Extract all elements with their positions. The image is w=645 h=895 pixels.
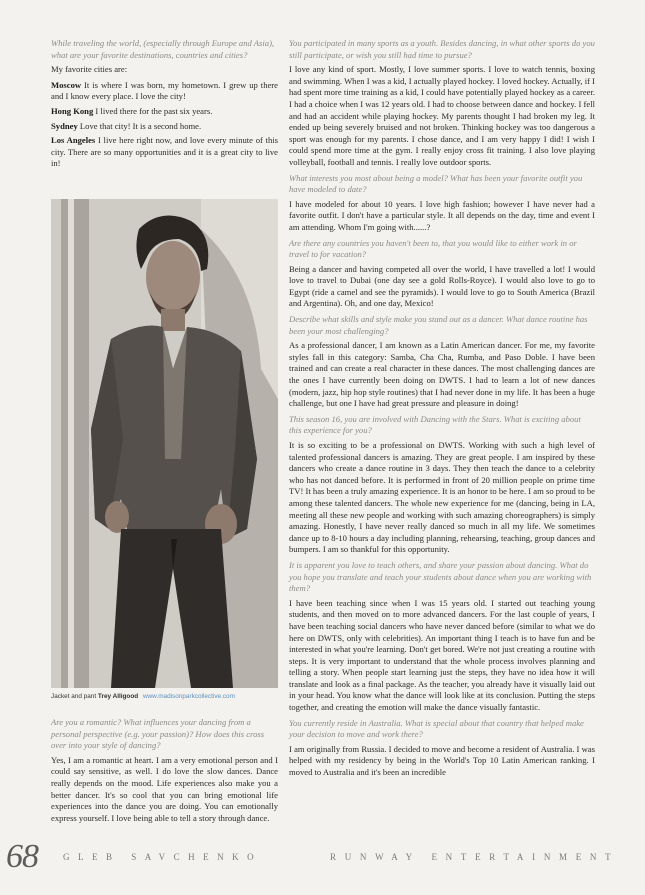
question: You participated in many sports as a youth. Besides dancing, in what other sports do you still participate, or wish you still had time to pursue? [289, 38, 595, 60]
question: What interests you most about being a model? What has been your favorite outfit you have modeled to date? [289, 172, 583, 195]
portrait-photo [51, 199, 278, 688]
footer-subject-name: GLEB SAVCHENKO [63, 852, 263, 862]
page-footer [0, 838, 645, 875]
answer-intro: My favorite cities are: [51, 64, 128, 75]
question: You currently reside in Australia. What is special about that country that helped make your decision to move and work there? [289, 717, 584, 740]
answer: As a professional dancer, I am known as a Latin American dancer. For me, my favorite styles fall in this category: Samba, Cha Cha, Rumba, and Paso Doble. I have been trained and can create a real character in these dances. The most challenging dances are the ones I have currently been doing on DWTS. I had to learn a lot of new dances (modern, jazz, hip hop style routines) that I had never done in my life. It has been a huge challenge, but one I have had great pressure and pleasure in doing! [289, 340, 595, 409]
city-entry: Moscow It is where I was born, my hometown. I grew up there and I know every place. I love the city! [51, 79, 278, 102]
answer: It is so exciting to be a professional on DWTS. Working with such a high level of talented professional dancers is amazing. They are great people. I am inspired by these dancers who create a dance routine in 3 days. They then teach the dance to a celebrity who has not danced before. It is performed in front of 20 million people on prime time TV! It has been a truly amazing experience. It is an honor to be here. I am so proud to be among these talented dancers. The whole new experience for me (dancing, being in LA, meeting all these new people and working with such amazing choreographers) is simply amazing. Honestly, I have never really danced so much in all my life. We sometimes dance up to 8-10 hours a day including planning, rehearsing, teaching, group dances and bumpers. I am so thankful for this opportunity. [289, 440, 595, 555]
page-number: 68 [6, 838, 38, 875]
question: Are there any countries you haven't been to, that you would like to either work in or travel to for vacation? [289, 237, 577, 260]
question: It is apparent you love to teach others, and share your passion about dancing. What do you hope you translate and teach your students about dance when you are working with them? [289, 559, 592, 594]
photo-caption [51, 693, 278, 700]
answer: I am originally from Russia. I decided to move and become a resident of Australia. I was helped with my residency by being in the World's Top 10 Latin American ranking. I moved to Australia and it's been an incredible [289, 743, 595, 778]
city-entry: Los Angeles I live here right now, and love every minute of this city. There are so many opportunities and it is a great city to live in! [51, 135, 278, 169]
answer: I love any kind of sport. Mostly, I love summer sports. I love to watch tennis, boxing and swimming. When I was a kid, I actually played hockey. I loved hockey. Actually, if I had spent more time training as a kid, I could have potentially played hockey as a career. I had a choice when I was 12 years old. I had to choose between dance and hockey. I fell and had an accident while playing hockey. My parents thought I had broken my leg. It ended up being severely bruised and not broken. Thinking hockey was too dangerous a sport was enough for my parents. I chose dance, and I am very happy I did! I wish I could spend more time at the gym. I really enjoy cross fit training. I also love playing volleyball, football and tennis. I really love outdoor sports. [289, 64, 595, 167]
right-column [289, 38, 595, 783]
question-travel: While traveling the world, (especially through Europe and Asia), what are your favorite destinations, countries and cities? [51, 38, 275, 60]
question-romantic: Are you a romantic? What influences your dancing from a personal perspective (e.g. your passion)? How does this cross over into your style of dancing? [51, 717, 265, 751]
answer: I have been teaching since when I was 15 years old. I started out teaching young students, and then moved on to more advanced dancers. For the last couple of years, I have been teaching social dancers who have never danced before (similar to what we do here on DWTS, only with celebrities). An important thing I teach is to have fun and be interested in what you're learning. Don't get bored. We're not just creating a routine with steps. It is very important to understand that the whole process involves planning and telling a story. When people start learning just the steps, they have no idea how it will translate and look as a final package. As the teacher, you already have it visually laid out in your head. You know what the dance will look like at its conclusion. Putting the steps together, and creating the emotion will make the dance visually fantastic. [289, 597, 595, 713]
footer-magazine-name: RUNWAY ENTERTAINMENT [330, 852, 620, 862]
caption-url-link[interactable]: www.madisonparkcollective.com [142, 693, 235, 700]
answer: I have modeled for about 10 years. I love high fashion; however I have never had a favorite outfit. I don't have a particular style. It all depends on the day, time and event I am attending. Whom I'm going with......? [289, 198, 595, 232]
city-entry: Hong Kong I lived there for the past six years. [51, 105, 213, 116]
caption-prefix: Jacket and pant [51, 693, 97, 700]
city-entry: Sydney Love that city! It is a second home. [51, 120, 202, 131]
caption-designer: Trey Alligood [97, 693, 139, 700]
question: Describe what skills and style make you stand out as a dancer. What dance routine has been your most challenging? [289, 314, 588, 336]
left-column-bottom [51, 717, 278, 828]
answer-romantic: Yes, I am a romantic at heart. I am a very emotional person and I could say sensitive, as well. I do love the slow dances. Dance really depends on the mood. Life experiences also make you a better dancer. It's so cool that you can bring emotional life experiences into the dance you are doing. You can emotionally express yourself. I love being able to tell a story through dance. [51, 754, 278, 823]
left-column-top [51, 38, 278, 173]
answer: Being a dancer and having competed all over the world, I have travelled a lot! I would love to travel to Dubai (one day see a gold Rolls-Royce). I would also love to go to Egypt (ride a camel and see the pyramids). I would love to go to South America (Brazil and Argentina). Oh, and one day, Mexico! [289, 263, 595, 309]
portrait-illustration [51, 199, 278, 688]
question: This season 16, you are involved with Dancing with the Stars. What is exciting about this experience for you? [289, 413, 581, 436]
